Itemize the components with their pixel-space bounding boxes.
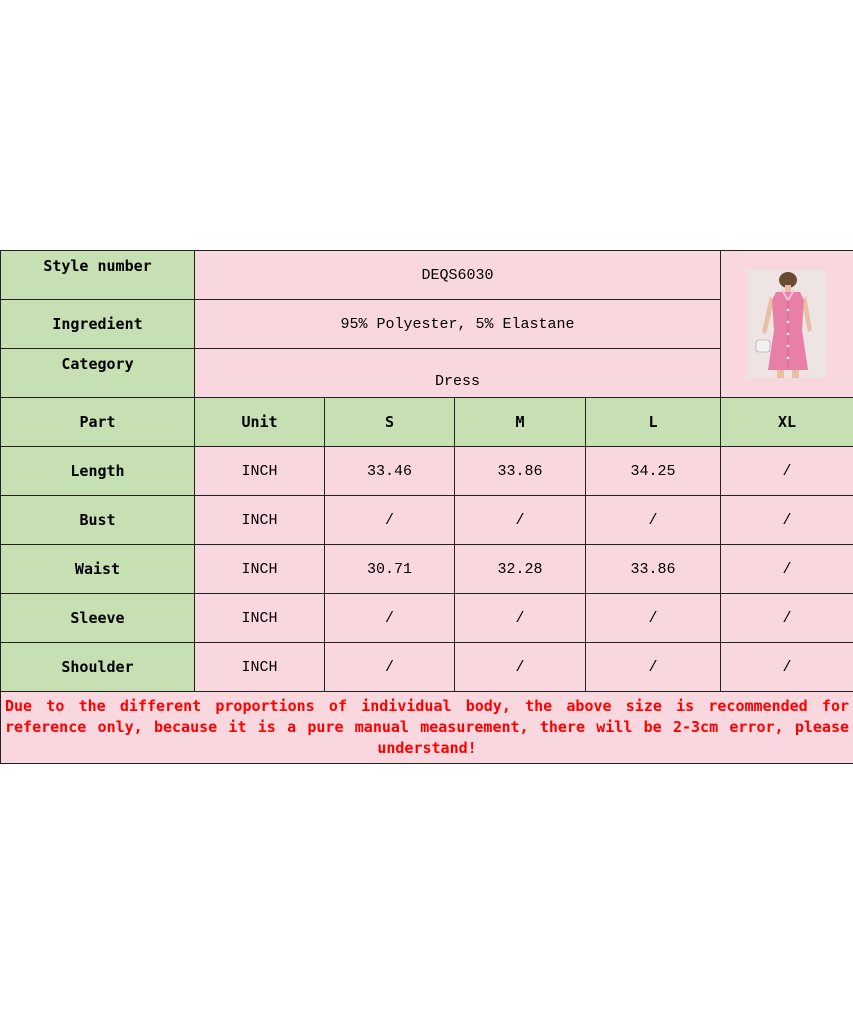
size-s-cell: / bbox=[325, 594, 455, 643]
header-cell: L bbox=[586, 398, 721, 447]
size-l-cell: / bbox=[586, 643, 721, 692]
size-s-cell: 33.46 bbox=[325, 447, 455, 496]
style-number-value: DEQS6030 bbox=[195, 251, 721, 300]
size-xl-cell: / bbox=[721, 496, 853, 545]
header-cell: XL bbox=[721, 398, 853, 447]
product-photo-cell bbox=[721, 251, 853, 398]
size-m-cell: / bbox=[455, 496, 586, 545]
unit-cell: INCH bbox=[195, 643, 325, 692]
size-xl-cell: / bbox=[721, 643, 853, 692]
ingredient-value: 95% Polyester, 5% Elastane bbox=[195, 300, 721, 349]
category-label: Category bbox=[1, 349, 195, 398]
size-xl-cell: / bbox=[721, 594, 853, 643]
size-table bbox=[0, 250, 853, 764]
part-cell: Shoulder bbox=[1, 643, 195, 692]
table-row bbox=[1, 545, 853, 594]
size-m-cell: / bbox=[455, 594, 586, 643]
size-xl-cell: / bbox=[721, 545, 853, 594]
table-row bbox=[1, 447, 853, 496]
unit-cell: INCH bbox=[195, 594, 325, 643]
disclaimer-note: Due to the different proportions of individual body, the above size is recommended for reference only, because it is a pure manual measurement, there will be 2-3cm error, please understand! bbox=[1, 692, 853, 764]
unit-cell: INCH bbox=[195, 447, 325, 496]
size-m-cell: 33.86 bbox=[455, 447, 586, 496]
size-s-cell: 30.71 bbox=[325, 545, 455, 594]
part-cell: Waist bbox=[1, 545, 195, 594]
unit-cell: INCH bbox=[195, 496, 325, 545]
size-l-cell: / bbox=[586, 594, 721, 643]
size-m-cell: 32.28 bbox=[455, 545, 586, 594]
part-cell: Length bbox=[1, 447, 195, 496]
header-cell: Part bbox=[1, 398, 195, 447]
size-xl-cell: / bbox=[721, 447, 853, 496]
part-cell: Sleeve bbox=[1, 594, 195, 643]
unit-cell: INCH bbox=[195, 545, 325, 594]
style-number-label: Style number bbox=[1, 251, 195, 300]
size-l-cell: 34.25 bbox=[586, 447, 721, 496]
table-row bbox=[1, 594, 853, 643]
size-chart bbox=[0, 250, 853, 764]
product-photo bbox=[748, 270, 826, 378]
ingredient-label: Ingredient bbox=[1, 300, 195, 349]
category-value: Dress bbox=[195, 349, 721, 398]
size-l-cell: / bbox=[586, 496, 721, 545]
header-cell: Unit bbox=[195, 398, 325, 447]
part-cell: Bust bbox=[1, 496, 195, 545]
size-l-cell: 33.86 bbox=[586, 545, 721, 594]
table-row bbox=[1, 496, 853, 545]
header-cell: S bbox=[325, 398, 455, 447]
header-row bbox=[1, 398, 853, 447]
size-s-cell: / bbox=[325, 496, 455, 545]
size-s-cell: / bbox=[325, 643, 455, 692]
size-m-cell: / bbox=[455, 643, 586, 692]
header-cell: M bbox=[455, 398, 586, 447]
table-row bbox=[1, 643, 853, 692]
